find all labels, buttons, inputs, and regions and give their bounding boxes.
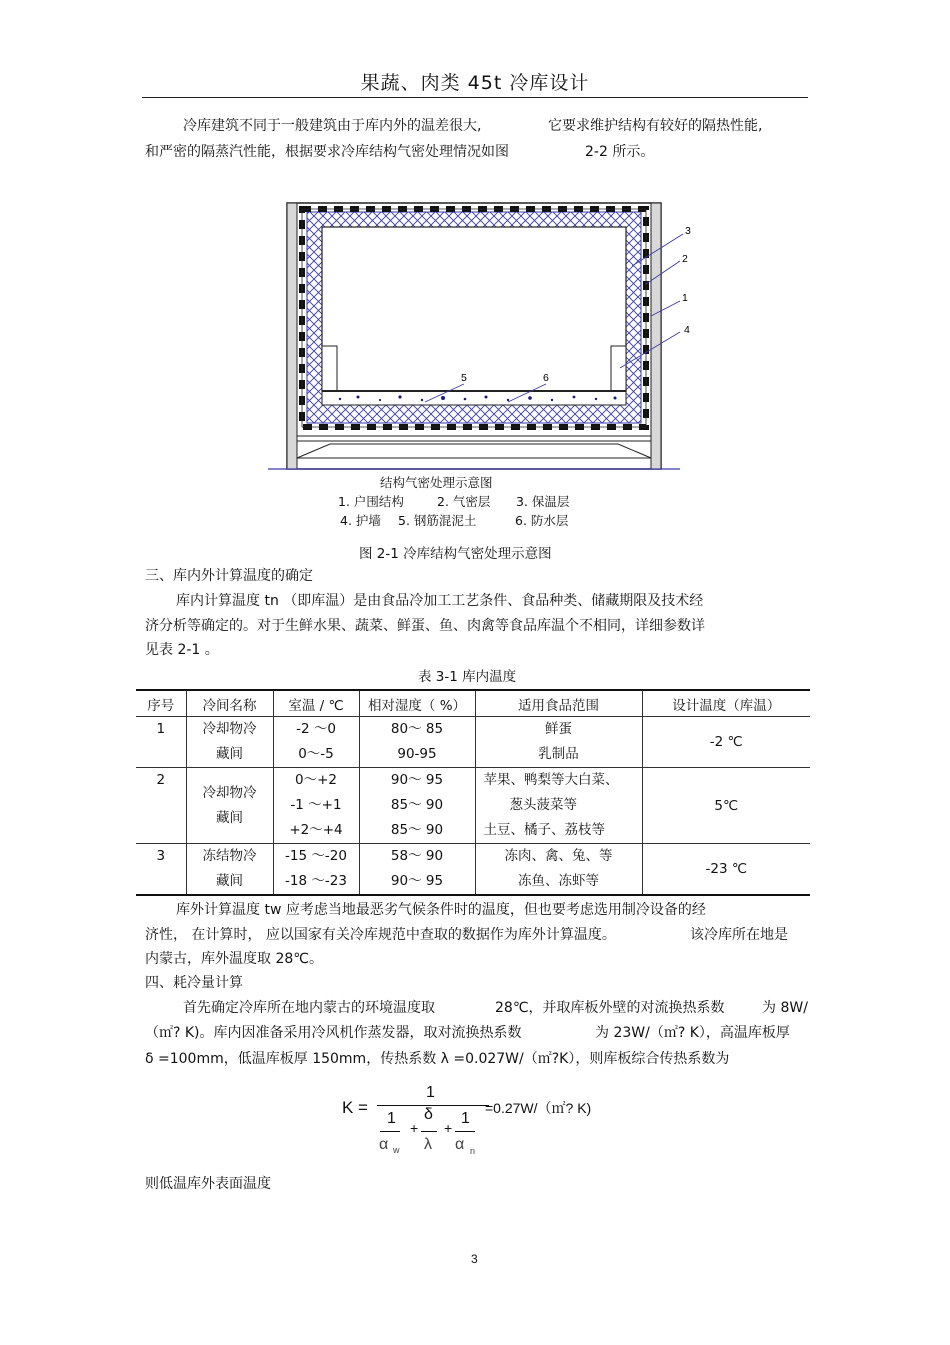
formula-k: K = — [342, 1098, 368, 1117]
cell-name: 藏间 — [216, 873, 243, 889]
intro-line1b: 它要求维护结构有较好的隔热性能, — [548, 118, 763, 134]
formula-sub-bar-1 — [380, 1131, 400, 1132]
table-row — [136, 844, 810, 896]
cell-rh: 85～ 90 — [390, 797, 444, 813]
label-1: 1 — [682, 292, 688, 304]
formula-sub-bar-3 — [455, 1131, 475, 1132]
cell-rh: 85～ 90 — [390, 822, 444, 838]
storage-temperature-table — [136, 689, 810, 896]
cell-name: 藏间 — [216, 809, 243, 826]
label-6: 6 — [543, 372, 549, 384]
formula-plus-2: + — [444, 1120, 453, 1136]
cell-room: -2 ～0 — [296, 721, 336, 737]
legend-item-6: 6. 防水层 — [515, 513, 569, 528]
table-row — [136, 768, 810, 844]
section3-para-line3: 见表 2-1 。 — [145, 642, 219, 658]
running-header: 果蔬、肉类 45t 冷库设计 — [360, 72, 590, 94]
label-5: 5 — [461, 372, 467, 384]
outdoor-line2a: 济性， 在计算时， 应以国家有关冷库规范中查取的数据作为库外计算温度。 — [145, 927, 616, 943]
formula-delta: δ — [424, 1106, 433, 1123]
formula-alpha-n: α — [455, 1136, 465, 1153]
cell-name: 冻结物冷 — [202, 848, 257, 864]
cell-design: -23 ℃ — [642, 844, 810, 896]
formula-term1-top: 1 — [387, 1110, 396, 1127]
cell-food: 土豆、橘子、荔枝等 — [483, 822, 605, 838]
cell-room: +2～+4 — [289, 822, 343, 838]
cell-food: 苹果、鸭梨等大白菜、 — [483, 772, 619, 788]
section4-line2a: （㎡? K)。库内因准备采用冷风机作蒸发器，取对流换热系数 — [145, 1025, 522, 1041]
label-3: 3 — [685, 225, 691, 237]
legend-item-4: 4. 护墙 — [340, 513, 381, 528]
envelope-right-wall — [651, 203, 661, 469]
intro-line2b: 2-2 所示。 — [585, 144, 655, 160]
section4-line1a: 首先确定冷库所在地内蒙古的环境温度取 — [183, 1000, 435, 1016]
guard-wall-right — [611, 346, 626, 391]
cell-room: 0～-5 — [298, 746, 334, 762]
table-header-row — [136, 690, 810, 717]
cell-food: 鲜蛋 — [545, 721, 572, 737]
figure-inner-caption: 结构气密处理示意图 — [380, 475, 493, 490]
formula-result: =0.27W/（㎡? K) — [485, 1100, 592, 1116]
cell-food: 冻鱼、冻虾等 — [518, 873, 599, 889]
col-header: 冷间名称 — [186, 690, 273, 717]
section4-line1b: 28℃，并取库板外壁的对流换热系数 — [495, 1000, 725, 1016]
outdoor-line1: 库外计算温度 tw 应考虑当地最恶劣气候条件时的温度，但也要考虑选用制冷设备的经 — [176, 902, 706, 918]
header-rule — [142, 97, 808, 98]
formula-sub-w: w — [393, 1145, 400, 1155]
legend-item-1: 1. 户围结构 — [338, 494, 404, 509]
cell-design: 5℃ — [642, 768, 810, 844]
legend-item-3: 3. 保温层 — [516, 494, 570, 509]
label-2: 2 — [682, 253, 688, 265]
cell-food: 冻肉、禽、兔、等 — [504, 848, 613, 864]
cell-rh: 90～ 95 — [390, 772, 444, 788]
final-line: 则低温库外表面温度 — [145, 1176, 271, 1192]
outdoor-line3: 内蒙古，库外温度取 28℃。 — [145, 951, 323, 967]
cell-room: -18 ～-23 — [285, 873, 347, 889]
concrete-slab — [322, 391, 626, 405]
cell-no: 3 — [156, 848, 166, 864]
cell-no: 1 — [156, 721, 166, 737]
table-title: 表 3-1 库内温度 — [418, 669, 517, 685]
cell-name: 冷却物冷 — [202, 721, 257, 737]
section3-heading: 三、库内外计算温度的确定 — [145, 568, 313, 584]
formula-lambda: λ — [424, 1136, 432, 1153]
page-number: 3 — [471, 1252, 478, 1266]
outdoor-line2b: 该冷库所在地是 — [690, 927, 788, 943]
intro-line1a: 冷库建筑不同于一般建筑由于库内外的温差很大, — [183, 118, 482, 134]
formula-numerator: 1 — [426, 1084, 435, 1101]
label-4: 4 — [684, 324, 690, 336]
cold-storage-structure-diagram — [260, 198, 700, 473]
cell-no: 2 — [156, 772, 166, 788]
cell-rh: 58～ 90 — [390, 848, 444, 864]
formula-fraction-bar — [377, 1105, 489, 1106]
cell-design: -2 ℃ — [642, 717, 810, 768]
envelope-left-wall — [287, 203, 297, 469]
section3-para-line2: 济分析等确定的。对于生鲜水果、蔬菜、鲜蛋、鱼、肉禽等食品库温个不相同，详细参数详 — [145, 618, 705, 634]
legend-item-5: 5. 钢筋混泥土 — [398, 513, 477, 528]
cell-room: -15 ～-20 — [285, 848, 347, 864]
cell-food: 乳制品 — [538, 746, 579, 762]
section4-line2b: 为 23W/（㎡? K），高温库板厚 — [595, 1025, 790, 1041]
guard-wall-left — [322, 346, 337, 391]
col-header: 相对湿度（ %） — [359, 690, 475, 717]
cell-food: 葱头菠菜等 — [509, 797, 577, 813]
col-header: 序号 — [136, 690, 186, 717]
formula-term3-top: 1 — [461, 1110, 470, 1127]
table-row — [136, 717, 810, 768]
formula-plus-1: + — [410, 1120, 419, 1136]
section4-line1c: 为 8W/ — [762, 1000, 808, 1016]
section4-line3: δ =100mm，低温库板厚 150mm，传热系数 λ =0.027W/（㎡?K），则库板综合传热系数为 — [145, 1051, 730, 1067]
formula-alpha-w: α — [379, 1136, 389, 1153]
col-header: 室温 / ℃ — [273, 690, 359, 717]
cell-room: -1 ～+1 — [290, 797, 342, 813]
cell-room: 0～+2 — [295, 772, 337, 788]
chamber — [322, 227, 626, 391]
cell-rh: 90～ 95 — [390, 873, 444, 889]
section3-para-line1: 库内计算温度 tn （即库温）是由食品冷加工工艺条件、食品种类、储藏期限及技术经 — [176, 593, 704, 609]
figure-caption: 图 2-1 冷库结构气密处理示意图 — [359, 546, 552, 562]
formula-sub-bar-2 — [421, 1131, 437, 1132]
intro-line2a: 和严密的隔蒸汽性能，根据要求冷库结构气密处理情况如图 — [145, 144, 509, 160]
legend-item-2: 2. 气密层 — [437, 494, 491, 509]
cell-name: 藏间 — [216, 746, 243, 762]
cell-name: 冷却物冷 — [202, 784, 257, 801]
col-header: 设计温度（库温） — [642, 690, 810, 717]
cell-rh: 90-95 — [397, 746, 437, 762]
section4-heading: 四、耗冷量计算 — [145, 975, 243, 991]
col-header: 适用食品范围 — [475, 690, 642, 717]
formula-sub-n: n — [470, 1146, 476, 1156]
cell-rh: 80～ 85 — [390, 721, 444, 737]
